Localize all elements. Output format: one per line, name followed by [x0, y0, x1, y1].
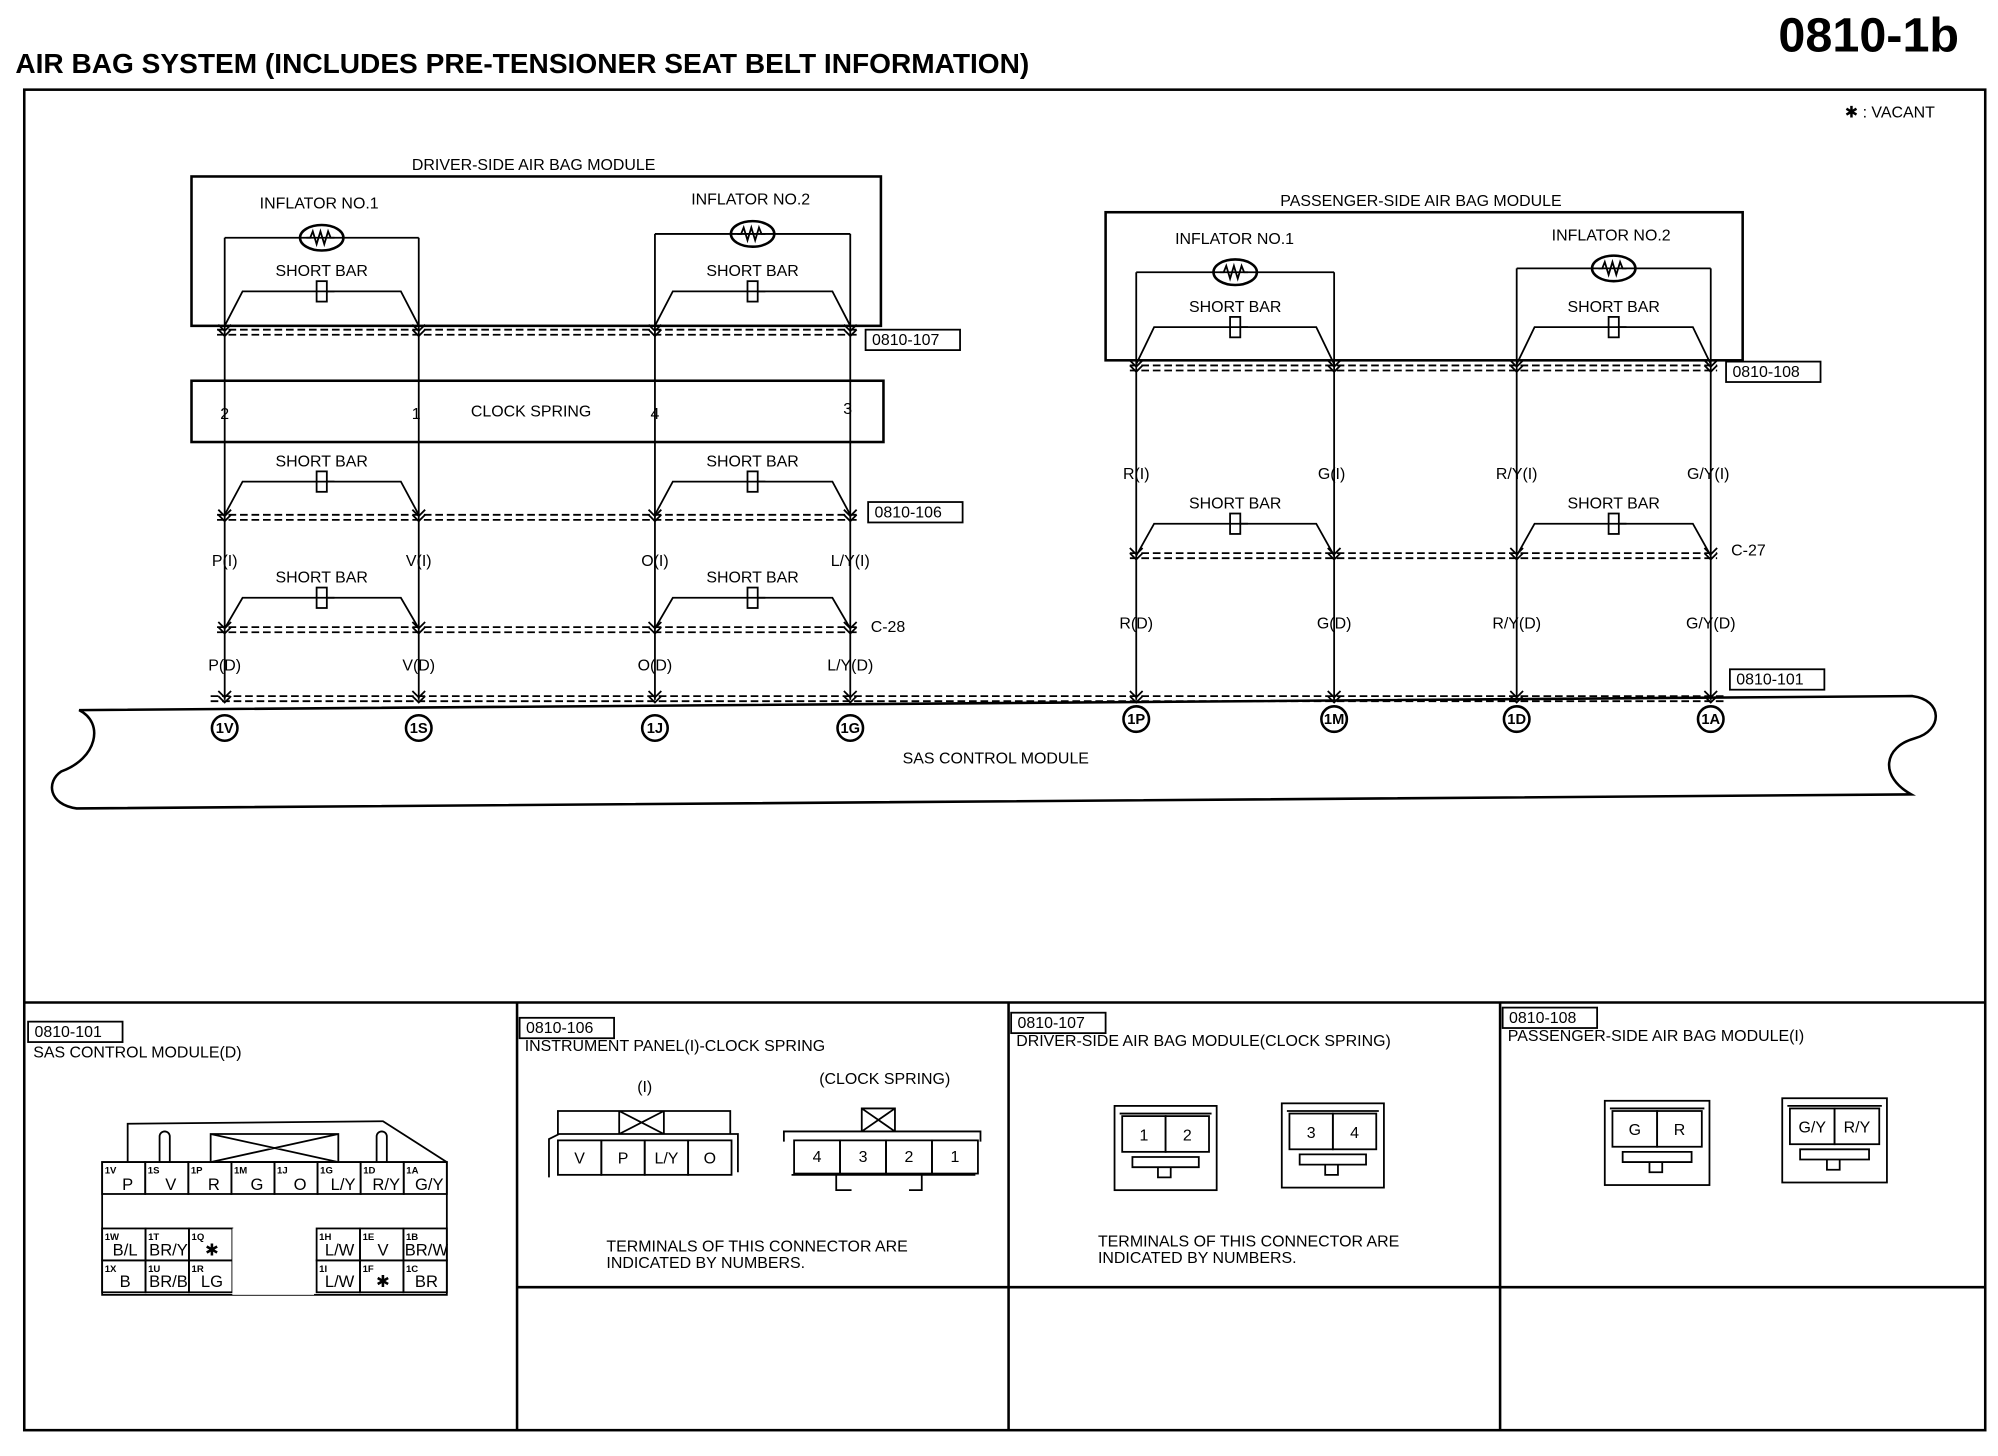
terminal-wire-color: G	[250, 1175, 264, 1195]
short-bar-label: SHORT BAR	[275, 263, 368, 281]
terminal-label: R/Y	[1843, 1119, 1871, 1137]
page-code: 0810-1b	[1778, 8, 1960, 63]
wire-color-label: L/Y(D)	[827, 657, 874, 675]
terminal-id: 1R	[191, 1263, 204, 1275]
terminal-wire-color: ✱	[376, 1272, 390, 1292]
terminal-label: 1	[1139, 1127, 1149, 1145]
terminal-wire-color: L/W	[324, 1272, 355, 1292]
short-bar-wire	[655, 598, 850, 629]
terminal-id: 1P	[190, 1165, 203, 1177]
terminal-id: 1X	[104, 1263, 117, 1275]
terminal-id: 1U	[148, 1263, 161, 1275]
panel-title: DRIVER-SIDE AIR BAG MODULE(CLOCK SPRING)	[1016, 1032, 1391, 1050]
connector-gap	[232, 1228, 314, 1294]
short-bar-wire	[655, 291, 850, 325]
wire-color-label: G/Y(I)	[1686, 466, 1730, 484]
short-bar-label: SHORT BAR	[1567, 298, 1660, 316]
short-bar-label: SHORT BAR	[1567, 495, 1660, 513]
terminal-pin-label: 1G	[840, 721, 861, 738]
clock-spring-pin: 4	[650, 406, 660, 424]
clock-spring-pin: 3	[843, 400, 853, 418]
terminal-label: G	[1628, 1122, 1641, 1140]
terminal-label: L/Y	[654, 1150, 679, 1168]
wire-color-label: L/Y(I)	[830, 552, 870, 570]
terminal-wire-color: BR/W	[404, 1240, 449, 1260]
short-bar-wire	[1517, 327, 1711, 364]
terminal-label: R	[1673, 1122, 1686, 1140]
terminal-wire-color: ✱	[204, 1240, 219, 1260]
terminal-label: 1	[950, 1149, 960, 1167]
terminal-pin-label: 1D	[1507, 712, 1527, 729]
terminal-label: 3	[858, 1149, 868, 1167]
connector-side-label: (I)	[637, 1078, 653, 1096]
wire-color-label: G(I)	[1317, 466, 1346, 484]
terminal-id: 1T	[148, 1231, 160, 1243]
clock-spring-pin: 2	[220, 406, 230, 424]
wire-color-label: V(I)	[405, 552, 432, 570]
terminal-label: 4	[1350, 1124, 1359, 1142]
wire-color-label: R(D)	[1119, 615, 1154, 633]
panel-note: INDICATED BY NUMBERS.	[1097, 1249, 1297, 1267]
terminal-id: 1H	[319, 1231, 332, 1243]
terminal-wire-color: L/Y	[330, 1175, 356, 1195]
panel-title: PASSENGER-SIDE AIR BAG MODULE(I)	[1507, 1027, 1805, 1045]
terminal-wire-color: V	[377, 1240, 389, 1260]
terminal-wire-color: V	[165, 1175, 177, 1195]
page-title: AIR BAG SYSTEM (INCLUDES PRE-TENSIONER SEAT BELT INFORMATION)	[15, 48, 1030, 80]
terminal-id: 1G	[320, 1165, 333, 1177]
short-bar-label: SHORT BAR	[706, 453, 799, 471]
terminal-label: 3	[1306, 1124, 1316, 1142]
terminal-pin-label: 1V	[215, 721, 234, 738]
terminal-label: O	[703, 1150, 717, 1168]
terminal-wire-color: P	[122, 1175, 134, 1195]
connector-code: 0810-101	[1736, 671, 1804, 689]
terminal-label: G/Y	[1798, 1119, 1826, 1137]
terminal-pin-label: 1J	[646, 721, 664, 738]
terminal-id: 1B	[405, 1231, 419, 1243]
instrument-panel-connector-housing	[549, 1111, 738, 1177]
terminal-wire-color: BR/B	[149, 1272, 188, 1292]
terminal-wire-color: L/W	[324, 1240, 355, 1260]
short-bar-wire	[1136, 327, 1334, 364]
terminal-id: 1M	[233, 1165, 248, 1177]
short-bar-wire	[1517, 524, 1711, 556]
wire-color-label: R/Y(D)	[1492, 615, 1542, 633]
vacant-note: ✱ : VACANT	[1844, 104, 1935, 122]
sas-control-module-label: SAS CONTROL MODULE	[902, 750, 1089, 768]
terminal-label: 4	[812, 1149, 822, 1167]
clock-spring-label: CLOCK SPRING	[470, 403, 592, 421]
connector-code: 0810-107	[871, 331, 940, 349]
short-bar-wire	[225, 482, 419, 515]
wire-color-label: O(D)	[637, 657, 673, 675]
short-bar-wire	[225, 291, 419, 325]
panel-note: TERMINALS OF THIS CONNECTOR ARE	[1097, 1233, 1400, 1251]
connector-code: C-27	[1731, 542, 1766, 560]
short-bar-wire	[225, 598, 419, 629]
terminal-wire-color: G/Y	[415, 1175, 444, 1195]
connector-code: C-28	[870, 619, 906, 637]
driver-module-label: DRIVER-SIDE AIR BAG MODULE	[411, 157, 656, 175]
wire-color-label: G/Y(D)	[1685, 615, 1736, 633]
panel-title: INSTRUMENT PANEL(I)-CLOCK SPRING	[524, 1037, 826, 1055]
passenger-module-label: PASSENGER-SIDE AIR BAG MODULE	[1280, 192, 1562, 210]
terminal-pin-label: 1P	[1127, 712, 1146, 729]
terminal-pin-label: 1S	[409, 721, 428, 738]
terminal-id: 1C	[405, 1263, 419, 1275]
terminal-label: V	[574, 1150, 585, 1168]
terminal-label: 2	[904, 1149, 914, 1167]
terminal-wire-color: R/Y	[372, 1175, 401, 1195]
terminal-id: 1J	[277, 1165, 288, 1177]
short-bar-label: SHORT BAR	[1188, 298, 1282, 316]
terminal-id: 1S	[147, 1165, 160, 1177]
wire-color-label: P(D)	[208, 657, 242, 675]
terminal-label: 2	[1182, 1127, 1192, 1145]
terminal-label: P	[617, 1150, 629, 1168]
terminal-wire-color: LG	[200, 1272, 223, 1292]
panel-title: SAS CONTROL MODULE(D)	[33, 1044, 242, 1062]
short-bar-label: SHORT BAR	[1188, 495, 1282, 513]
terminal-wire-color: BR/Y	[149, 1240, 188, 1260]
connector-code: 0810-108	[1509, 1009, 1577, 1027]
connector-code: 0810-101	[34, 1023, 102, 1041]
inflator-label: INFLATOR NO.1	[1175, 231, 1295, 249]
terminal-id: 1I	[319, 1263, 328, 1275]
terminal-id: 1E	[362, 1231, 375, 1243]
connector-code: 0810-107	[1017, 1015, 1085, 1033]
terminal-id: 1Q	[191, 1231, 205, 1243]
terminal-pin-label: 1M	[1323, 712, 1345, 729]
short-bar-label: SHORT BAR	[275, 569, 368, 587]
inflator-label: INFLATOR NO.2	[691, 191, 811, 209]
connector-code: 0810-106	[874, 504, 942, 522]
connector-side-label: (CLOCK SPRING)	[819, 1071, 951, 1089]
short-bar-label: SHORT BAR	[706, 569, 799, 587]
wire-color-label: P(I)	[211, 552, 238, 570]
inflator-label: INFLATOR NO.1	[259, 195, 379, 213]
wire-color-label: G(D)	[1316, 615, 1352, 633]
terminal-wire-color: B	[119, 1272, 131, 1292]
connector-code: 0810-108	[1732, 363, 1800, 381]
terminal-wire-color: B/L	[112, 1240, 138, 1260]
clock-spring-pin: 1	[411, 406, 421, 424]
sas-connector-housing	[128, 1121, 447, 1162]
short-bar-wire	[655, 482, 850, 515]
terminal-wire-color: R	[207, 1175, 220, 1195]
wire-color-label: R(I)	[1122, 466, 1150, 484]
wire-color-label: O(I)	[641, 552, 669, 570]
wire-color-label: R/Y(I)	[1495, 466, 1538, 484]
panel-note: INDICATED BY NUMBERS.	[606, 1255, 806, 1273]
terminal-id: 1D	[363, 1165, 376, 1177]
wire-color-label: V(D)	[402, 657, 436, 675]
inflator-label: INFLATOR NO.2	[1551, 227, 1671, 245]
terminal-id: 1V	[104, 1165, 117, 1177]
short-bar-label: SHORT BAR	[275, 453, 368, 471]
terminal-wire-color: BR	[414, 1272, 438, 1292]
terminal-id: 1A	[406, 1165, 419, 1177]
terminal-id: 1F	[362, 1263, 374, 1275]
terminal-wire-color: O	[293, 1175, 307, 1195]
short-bar-wire	[1136, 524, 1334, 556]
terminal-id: 1W	[104, 1231, 120, 1243]
connector-code: 0810-106	[525, 1020, 594, 1038]
panel-note: TERMINALS OF THIS CONNECTOR ARE	[606, 1238, 908, 1256]
terminal-pin-label: 1A	[1701, 712, 1721, 729]
short-bar-label: SHORT BAR	[706, 263, 799, 281]
